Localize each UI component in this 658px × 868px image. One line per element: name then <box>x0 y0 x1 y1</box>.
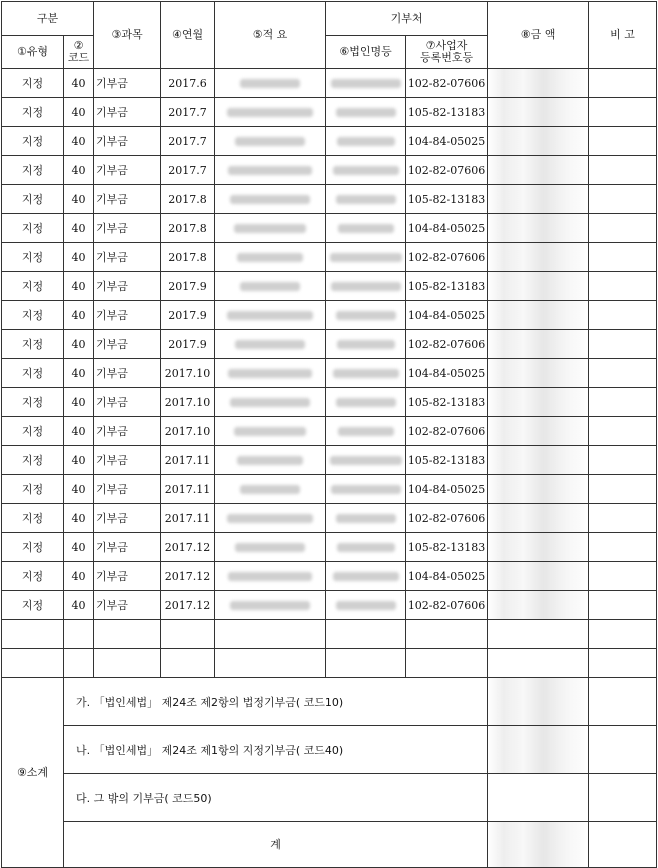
redacted-text-blur <box>234 427 306 436</box>
corp-name-redacted-cell <box>326 591 406 620</box>
remark-statutory <box>589 678 657 726</box>
table-row <box>2 359 657 388</box>
header-code-number: ② <box>73 39 84 52</box>
code-cell: 40 <box>64 417 94 446</box>
table-row <box>2 272 657 301</box>
remark-cell <box>589 330 657 359</box>
biz-no-cell: 105-82-13183 <box>406 446 488 475</box>
yearmonth-cell: 2017.9 <box>161 272 215 301</box>
empty-cell <box>406 649 488 678</box>
header-remark: 비 고 <box>589 2 657 69</box>
redacted-text-blur <box>337 340 395 349</box>
redacted-text-blur <box>235 137 305 146</box>
summary-redacted-cell <box>215 243 326 272</box>
biz-no-cell: 102-82-07606 <box>406 243 488 272</box>
redacted-text-blur <box>227 514 313 523</box>
summary-redacted-cell <box>215 417 326 446</box>
table-row <box>2 388 657 417</box>
redacted-text-blur <box>228 369 312 378</box>
code-cell: 40 <box>64 243 94 272</box>
redacted-text-blur <box>237 253 303 262</box>
remark-cell <box>589 185 657 214</box>
summary-redacted-cell <box>215 562 326 591</box>
biz-no-cell: 105-82-13183 <box>406 98 488 127</box>
amount-redacted-cell <box>488 562 589 591</box>
redacted-text-blur <box>240 485 300 494</box>
redacted-text-blur <box>337 137 395 146</box>
summary-redacted-cell <box>215 214 326 243</box>
amount-redacted-cell <box>488 185 589 214</box>
redacted-text-blur <box>336 311 396 320</box>
code-cell: 40 <box>64 475 94 504</box>
table-row <box>2 533 657 562</box>
redacted-text-blur <box>336 514 396 523</box>
summary-redacted-cell <box>215 185 326 214</box>
summary-redacted-cell <box>215 330 326 359</box>
yearmonth-cell: 2017.7 <box>161 98 215 127</box>
code-cell: 40 <box>64 156 94 185</box>
yearmonth-cell: 2017.9 <box>161 330 215 359</box>
amount-redacted-cell <box>488 359 589 388</box>
remark-cell <box>589 301 657 330</box>
empty-cell <box>488 620 589 649</box>
subject-cell: 기부금 <box>94 156 161 185</box>
corp-name-redacted-cell <box>326 475 406 504</box>
amount-redacted-cell <box>488 504 589 533</box>
redacted-text-blur <box>237 456 303 465</box>
amount-redacted-cell <box>488 69 589 98</box>
summary-redacted-cell <box>215 591 326 620</box>
subject-cell: 기부금 <box>94 417 161 446</box>
corp-name-redacted-cell <box>326 243 406 272</box>
remark-cell <box>589 446 657 475</box>
remark-cell <box>589 127 657 156</box>
empty-cell <box>64 649 94 678</box>
corp-name-redacted-cell <box>326 185 406 214</box>
biz-no-cell: 105-82-13183 <box>406 272 488 301</box>
redacted-text-blur <box>230 398 310 407</box>
redacted-text-blur <box>235 543 305 552</box>
code-cell: 40 <box>64 301 94 330</box>
amount-redacted-cell <box>488 127 589 156</box>
amount-statutory-redacted <box>488 678 589 726</box>
type-cell: 지정 <box>2 98 64 127</box>
table-row <box>2 330 657 359</box>
header-subject: ③과목 <box>94 2 161 69</box>
empty-cell <box>2 649 64 678</box>
header-code <box>64 36 94 69</box>
corp-name-redacted-cell <box>326 127 406 156</box>
redacted-text-blur <box>228 166 312 175</box>
biz-no-cell: 102-82-07606 <box>406 591 488 620</box>
corp-name-redacted-cell <box>326 214 406 243</box>
corp-name-redacted-cell <box>326 98 406 127</box>
remark-total <box>589 822 657 868</box>
type-cell: 지정 <box>2 69 64 98</box>
redacted-text-blur <box>235 340 305 349</box>
type-cell: 지정 <box>2 243 64 272</box>
subtotal-other: 다. 그 밖의 기부금( 코드50) <box>64 774 488 822</box>
amount-redacted-cell <box>488 330 589 359</box>
code-cell: 40 <box>64 562 94 591</box>
redacted-text-blur <box>240 282 300 291</box>
code-cell: 40 <box>64 214 94 243</box>
redacted-text-blur <box>227 108 313 117</box>
empty-cell <box>406 620 488 649</box>
corp-name-redacted-cell <box>326 446 406 475</box>
table-row <box>2 243 657 272</box>
table-row <box>2 562 657 591</box>
code-cell: 40 <box>64 98 94 127</box>
yearmonth-cell: 2017.8 <box>161 214 215 243</box>
donation-detail-table <box>1 1 657 868</box>
subject-cell: 기부금 <box>94 330 161 359</box>
type-cell: 지정 <box>2 388 64 417</box>
empty-row <box>2 649 657 678</box>
subject-cell: 기부금 <box>94 127 161 156</box>
summary-redacted-cell <box>215 98 326 127</box>
empty-cell <box>94 620 161 649</box>
biz-no-cell: 104-84-05025 <box>406 475 488 504</box>
biz-no-cell: 104-84-05025 <box>406 359 488 388</box>
corp-name-redacted-cell <box>326 562 406 591</box>
summary-redacted-cell <box>215 69 326 98</box>
remark-designated <box>589 726 657 774</box>
biz-no-cell: 105-82-13183 <box>406 185 488 214</box>
redacted-text-blur <box>330 253 402 262</box>
code-cell: 40 <box>64 504 94 533</box>
remark-cell <box>589 272 657 301</box>
remark-cell <box>589 243 657 272</box>
empty-cell <box>94 649 161 678</box>
redacted-text-blur <box>333 369 399 378</box>
remark-cell <box>589 98 657 127</box>
yearmonth-cell: 2017.11 <box>161 475 215 504</box>
redacted-text-blur <box>331 282 401 291</box>
code-cell: 40 <box>64 359 94 388</box>
redacted-text-blur <box>336 108 396 117</box>
yearmonth-cell: 2017.10 <box>161 388 215 417</box>
code-cell: 40 <box>64 446 94 475</box>
amount-redacted-cell <box>488 214 589 243</box>
redacted-text-blur <box>227 311 313 320</box>
amount-redacted-cell <box>488 243 589 272</box>
amount-redacted-cell <box>488 98 589 127</box>
header-code-word: 코드 <box>67 51 90 64</box>
biz-no-cell: 102-82-07606 <box>406 156 488 185</box>
amount-redacted-cell <box>488 156 589 185</box>
biz-no-cell: 102-82-07606 <box>406 504 488 533</box>
subtotal-statutory: 가. 「법인세법」 제24조 제2항의 법정기부금( 코드10) <box>64 678 488 726</box>
yearmonth-cell: 2017.8 <box>161 185 215 214</box>
yearmonth-cell: 2017.8 <box>161 243 215 272</box>
subject-cell: 기부금 <box>94 388 161 417</box>
amount-other <box>488 774 589 822</box>
empty-cell <box>161 649 215 678</box>
summary-redacted-cell <box>215 359 326 388</box>
amount-redacted-cell <box>488 272 589 301</box>
amount-total-redacted <box>488 822 589 868</box>
remark-cell <box>589 214 657 243</box>
corp-name-redacted-cell <box>326 156 406 185</box>
biz-no-cell: 105-82-13183 <box>406 533 488 562</box>
type-cell: 지정 <box>2 446 64 475</box>
redacted-text-blur <box>333 166 399 175</box>
header-amount: ⑧금 액 <box>488 2 589 69</box>
table-row <box>2 417 657 446</box>
corp-name-redacted-cell <box>326 359 406 388</box>
redacted-text-blur <box>338 224 394 233</box>
biz-no-cell: 104-84-05025 <box>406 562 488 591</box>
subject-cell: 기부금 <box>94 504 161 533</box>
biz-no-cell: 102-82-07606 <box>406 417 488 446</box>
header-biz-no-line2: 등록번호등 <box>419 51 474 64</box>
type-cell: 지정 <box>2 330 64 359</box>
summary-redacted-cell <box>215 504 326 533</box>
type-cell: 지정 <box>2 417 64 446</box>
redacted-text-blur <box>336 601 396 610</box>
redacted-text-blur <box>337 543 395 552</box>
amount-redacted-cell <box>488 591 589 620</box>
summary-redacted-cell <box>215 533 326 562</box>
empty-cell <box>215 620 326 649</box>
summary-redacted-cell <box>215 388 326 417</box>
biz-no-cell: 102-82-07606 <box>406 330 488 359</box>
corp-name-redacted-cell <box>326 272 406 301</box>
corp-name-redacted-cell <box>326 504 406 533</box>
yearmonth-cell: 2017.9 <box>161 301 215 330</box>
subject-cell: 기부금 <box>94 69 161 98</box>
remark-cell <box>589 69 657 98</box>
yearmonth-cell: 2017.11 <box>161 504 215 533</box>
biz-no-cell: 102-82-07606 <box>406 69 488 98</box>
header-type: ①유형 <box>2 36 64 69</box>
code-cell: 40 <box>64 127 94 156</box>
code-cell: 40 <box>64 272 94 301</box>
summary-redacted-cell <box>215 446 326 475</box>
empty-cell <box>161 620 215 649</box>
subject-cell: 기부금 <box>94 562 161 591</box>
yearmonth-cell: 2017.12 <box>161 533 215 562</box>
remark-cell <box>589 417 657 446</box>
code-cell: 40 <box>64 330 94 359</box>
remark-cell <box>589 591 657 620</box>
redacted-text-blur <box>331 485 401 494</box>
subject-cell: 기부금 <box>94 214 161 243</box>
summary-redacted-cell <box>215 272 326 301</box>
table-row <box>2 98 657 127</box>
remark-cell <box>589 562 657 591</box>
empty-row <box>2 620 657 649</box>
redacted-text-blur <box>230 601 310 610</box>
remark-cell <box>589 504 657 533</box>
subject-cell: 기부금 <box>94 301 161 330</box>
table-row <box>2 69 657 98</box>
redacted-text-blur <box>336 398 396 407</box>
amount-redacted-cell <box>488 533 589 562</box>
code-cell: 40 <box>64 388 94 417</box>
header-donee: 기부처 <box>326 2 488 36</box>
remark-cell <box>589 388 657 417</box>
type-cell: 지정 <box>2 301 64 330</box>
summary-redacted-cell <box>215 475 326 504</box>
empty-cell <box>64 620 94 649</box>
type-cell: 지정 <box>2 214 64 243</box>
amount-redacted-cell <box>488 446 589 475</box>
table-row <box>2 156 657 185</box>
type-cell: 지정 <box>2 591 64 620</box>
redacted-text-blur <box>330 456 402 465</box>
biz-no-cell: 105-82-13183 <box>406 388 488 417</box>
remark-cell <box>589 359 657 388</box>
table-row <box>2 185 657 214</box>
type-cell: 지정 <box>2 533 64 562</box>
yearmonth-cell: 2017.7 <box>161 127 215 156</box>
type-cell: 지정 <box>2 156 64 185</box>
empty-cell <box>589 620 657 649</box>
corp-name-redacted-cell <box>326 417 406 446</box>
biz-no-cell: 104-84-05025 <box>406 127 488 156</box>
header-summary: ⑤적 요 <box>215 2 326 69</box>
yearmonth-cell: 2017.6 <box>161 69 215 98</box>
type-cell: 지정 <box>2 127 64 156</box>
amount-redacted-cell <box>488 417 589 446</box>
empty-cell <box>589 649 657 678</box>
redacted-text-blur <box>230 195 310 204</box>
subtotal-label: ⑨소계 <box>2 678 64 868</box>
summary-redacted-cell <box>215 301 326 330</box>
redacted-text-blur <box>336 195 396 204</box>
remark-other <box>589 774 657 822</box>
remark-cell <box>589 156 657 185</box>
yearmonth-cell: 2017.10 <box>161 417 215 446</box>
code-cell: 40 <box>64 533 94 562</box>
table-row <box>2 301 657 330</box>
code-cell: 40 <box>64 69 94 98</box>
table-row <box>2 446 657 475</box>
code-cell: 40 <box>64 185 94 214</box>
biz-no-cell: 104-84-05025 <box>406 301 488 330</box>
amount-designated-redacted <box>488 726 589 774</box>
remark-cell <box>589 533 657 562</box>
empty-cell <box>326 649 406 678</box>
redacted-text-blur <box>234 224 306 233</box>
code-cell: 40 <box>64 591 94 620</box>
table-row <box>2 127 657 156</box>
corp-name-redacted-cell <box>326 388 406 417</box>
type-cell: 지정 <box>2 359 64 388</box>
redacted-text-blur <box>331 79 401 88</box>
header-biz-no <box>406 36 488 69</box>
biz-no-cell: 104-84-05025 <box>406 214 488 243</box>
subject-cell: 기부금 <box>94 185 161 214</box>
subject-cell: 기부금 <box>94 446 161 475</box>
empty-cell <box>326 620 406 649</box>
amount-redacted-cell <box>488 388 589 417</box>
amount-redacted-cell <box>488 475 589 504</box>
type-cell: 지정 <box>2 475 64 504</box>
remark-cell <box>589 475 657 504</box>
yearmonth-cell: 2017.10 <box>161 359 215 388</box>
redacted-text-blur <box>338 427 394 436</box>
corp-name-redacted-cell <box>326 69 406 98</box>
amount-redacted-cell <box>488 301 589 330</box>
total-label: 계 <box>64 822 488 868</box>
header-corp-name: ⑥법인명등 <box>326 36 406 69</box>
redacted-text-blur <box>333 572 399 581</box>
header-biz-no-line1: ⑦사업자 <box>425 39 468 52</box>
empty-cell <box>488 649 589 678</box>
subtotal-designated: 나. 「법인세법」 제24조 제1항의 지정기부금( 코드40) <box>64 726 488 774</box>
table-row <box>2 504 657 533</box>
redacted-text-blur <box>240 79 300 88</box>
yearmonth-cell: 2017.11 <box>161 446 215 475</box>
corp-name-redacted-cell <box>326 301 406 330</box>
subject-cell: 기부금 <box>94 272 161 301</box>
summary-redacted-cell <box>215 156 326 185</box>
corp-name-redacted-cell <box>326 330 406 359</box>
subject-cell: 기부금 <box>94 243 161 272</box>
table-row <box>2 591 657 620</box>
yearmonth-cell: 2017.12 <box>161 562 215 591</box>
header-gubun: 구분 <box>2 2 94 36</box>
yearmonth-cell: 2017.12 <box>161 591 215 620</box>
subject-cell: 기부금 <box>94 533 161 562</box>
type-cell: 지정 <box>2 562 64 591</box>
table-row <box>2 214 657 243</box>
subject-cell: 기부금 <box>94 475 161 504</box>
summary-redacted-cell <box>215 127 326 156</box>
subject-cell: 기부금 <box>94 591 161 620</box>
redacted-text-blur <box>228 572 312 581</box>
type-cell: 지정 <box>2 272 64 301</box>
data-rows <box>2 69 657 620</box>
type-cell: 지정 <box>2 504 64 533</box>
yearmonth-cell: 2017.7 <box>161 156 215 185</box>
corp-name-redacted-cell <box>326 533 406 562</box>
table-row <box>2 475 657 504</box>
subject-cell: 기부금 <box>94 98 161 127</box>
header-yearmonth: ④연월 <box>161 2 215 69</box>
type-cell: 지정 <box>2 185 64 214</box>
empty-cell <box>215 649 326 678</box>
empty-cell <box>2 620 64 649</box>
subject-cell: 기부금 <box>94 359 161 388</box>
